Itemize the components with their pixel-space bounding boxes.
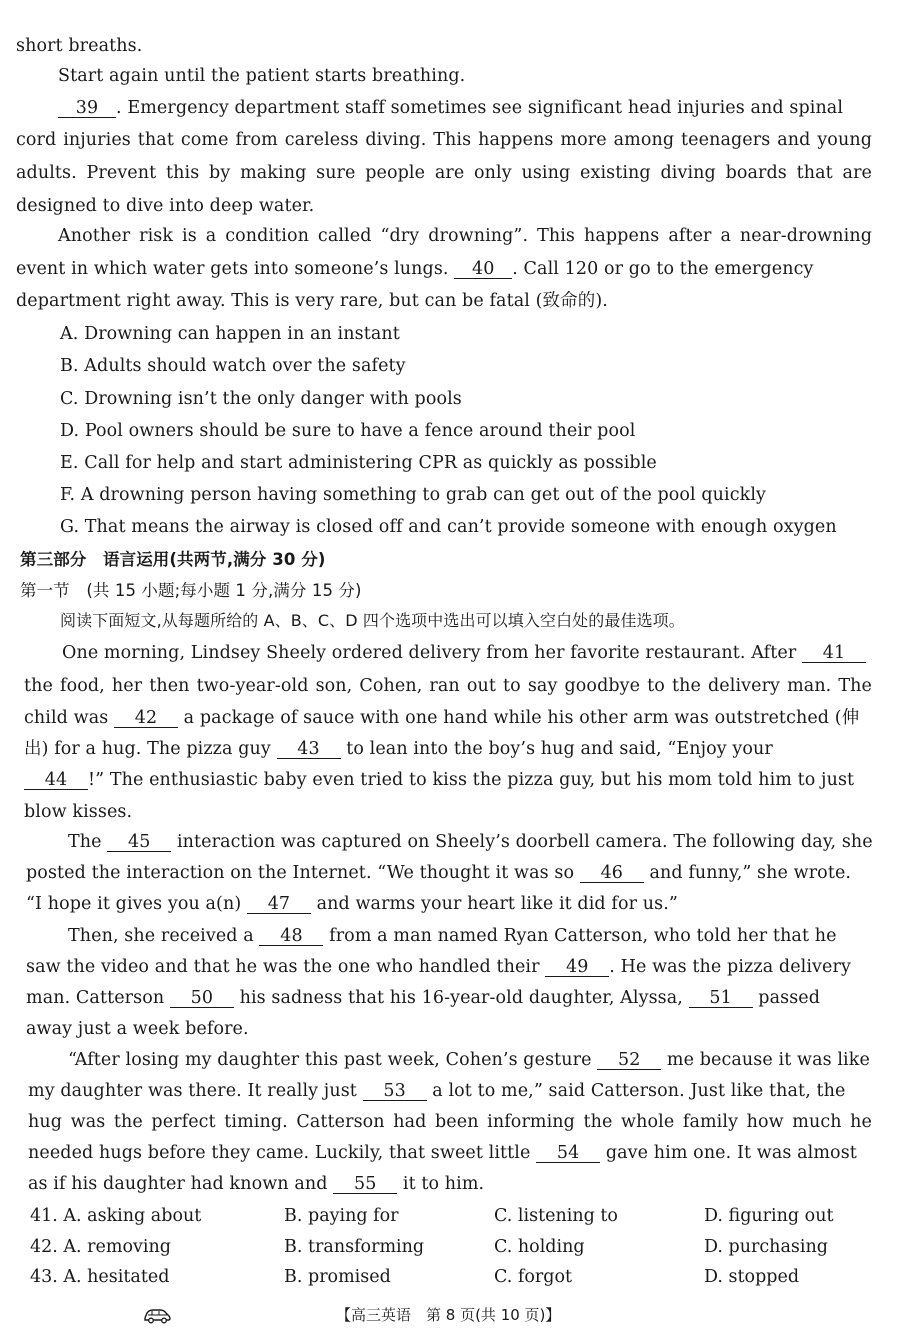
text-span: !” The enthusiastic baby even tried to kiss the pizza guy, but his mom told him to just xyxy=(88,770,855,790)
cloze-line xyxy=(24,739,872,759)
text-span: interaction was captured on Sheely’s doorbell camera. The following day, she xyxy=(176,832,873,852)
blank-43: 43 xyxy=(277,740,341,759)
choice-42-d: D. purchasing xyxy=(704,1237,828,1257)
text-span: One morning, Lindsey Sheely ordered delivery from her favorite restaurant. After xyxy=(62,643,797,663)
option-e: E. Call for help and start administering CPR as quickly as possible xyxy=(60,453,657,473)
option-b: B. Adults should watch over the safety xyxy=(60,356,406,376)
option-d: D. Pool owners should be sure to have a fence around their pool xyxy=(60,421,636,441)
text-span: child was xyxy=(24,708,109,728)
choice-43-a: 43. A. hesitated xyxy=(30,1267,170,1287)
choice-41-a: 41. A. asking about xyxy=(30,1206,202,1226)
blank-41: 41 xyxy=(802,644,866,663)
text-span: from a man named Ryan Catterson, who told her that he xyxy=(329,926,837,946)
cloze-line xyxy=(68,832,872,852)
blank-50: 50 xyxy=(170,989,234,1008)
cloze-line xyxy=(62,643,872,663)
text-span: a package of sauce with one hand while his other arm was outstretched (伸 xyxy=(183,708,860,728)
option-a: A. Drowning can happen in an instant xyxy=(60,324,400,344)
answer-row-41 xyxy=(30,1206,860,1228)
text-span: it to him. xyxy=(402,1174,485,1194)
text-span: gave him one. It was almost xyxy=(605,1143,857,1163)
choice-42-c: C. holding xyxy=(494,1237,585,1257)
text-span: . Emergency department staff sometimes see significant head injuries and spinal xyxy=(116,98,844,118)
text-span: “After losing my daughter this past week, Cohen’s gesture xyxy=(68,1050,592,1070)
text-span: my daughter was there. It really just xyxy=(28,1081,357,1101)
choice-41-d: D. figuring out xyxy=(704,1206,834,1226)
text-span: “I hope it gives you a(n) xyxy=(26,894,242,914)
blank-46: 46 xyxy=(580,864,644,883)
choice-42-b: B. transforming xyxy=(284,1237,425,1257)
paragraph-40-line: Another risk is a condition called “dry drowning”. This happens after a near-drowning xyxy=(58,226,872,246)
text-span: The xyxy=(68,832,102,852)
blank-53: 53 xyxy=(363,1082,427,1101)
choice-41-b: B. paying for xyxy=(284,1206,399,1226)
cloze-line: hug was the perfect timing. Catterson had been informing the whole family how much he xyxy=(28,1112,872,1132)
cloze-line xyxy=(28,1174,872,1194)
paragraph-40-line xyxy=(16,259,872,279)
blank-42: 42 xyxy=(114,709,178,728)
cloze-line xyxy=(24,708,872,728)
text-span: his sadness that his 16-year-old daughter, Alyssa, xyxy=(239,988,683,1008)
cloze-line xyxy=(26,988,872,1008)
text-line: Start again until the patient starts breathing. xyxy=(58,66,466,86)
choice-42-a: 42. A. removing xyxy=(30,1237,171,1257)
cloze-line xyxy=(26,957,872,977)
choice-41-c: C. listening to xyxy=(494,1206,618,1226)
cloze-line xyxy=(28,1143,872,1163)
option-c: C. Drowning isn’t the only danger with pools xyxy=(60,389,462,409)
cloze-line: the food, her then two-year-old son, Cohen, ran out to say goodbye to the delivery man. The xyxy=(24,676,872,696)
paragraph-39-line: designed to dive into deep water. xyxy=(16,196,315,216)
text-span: . Call 120 or go to the emergency xyxy=(512,259,814,279)
cloze-line: away just a week before. xyxy=(26,1019,249,1039)
paragraph-40-line: department right away. This is very rare, but can be fatal (致命的). xyxy=(16,291,608,311)
text-span: saw the video and that he was the one who handled their xyxy=(26,957,540,977)
blank-47: 47 xyxy=(247,895,311,914)
blank-49: 49 xyxy=(545,958,609,977)
paragraph-39-line: adults. Prevent this by making sure people are only using existing diving boards that are xyxy=(16,163,872,183)
blank-39: 39 xyxy=(58,99,116,118)
paragraph-39-line: cord injuries that come from careless diving. This happens more among teenagers and young xyxy=(16,130,872,150)
choice-43-c: C. forgot xyxy=(494,1267,573,1287)
text-span: . He was the pizza delivery xyxy=(609,957,851,977)
text-span: as if his daughter had known and xyxy=(28,1174,328,1194)
text-span: needed hugs before they came. Luckily, that sweet little xyxy=(28,1143,531,1163)
option-g: G. That means the airway is closed off and can’t provide someone with enough oxygen xyxy=(60,517,837,537)
text-span: and warms your heart like it did for us.” xyxy=(316,894,678,914)
blank-52: 52 xyxy=(597,1051,661,1070)
text-span: Then, she received a xyxy=(68,926,254,946)
answer-row-43 xyxy=(30,1267,860,1289)
text-span: man. Catterson xyxy=(26,988,165,1008)
section1-heading: 第一节 (共 15 小题;每小题 1 分,满分 15 分) xyxy=(20,581,362,600)
cloze-instruction: 阅读下面短文,从每题所给的 A、B、C、D 四个选项中选出可以填入空白处的最佳选项。 xyxy=(60,611,685,630)
option-f: F. A drowning person having something to grab can get out of the pool quickly xyxy=(60,485,767,505)
blank-55: 55 xyxy=(333,1175,397,1194)
cloze-line xyxy=(24,770,872,790)
answer-row-42 xyxy=(30,1237,860,1259)
cloze-line xyxy=(26,894,872,914)
paragraph-39-line xyxy=(58,98,872,118)
text-span: event in which water gets into someone’s lungs. xyxy=(16,259,449,279)
choice-43-b: B. promised xyxy=(284,1267,391,1287)
blank-45: 45 xyxy=(107,833,171,852)
choice-43-d: D. stopped xyxy=(704,1267,800,1287)
page-number-label: 【高三英语 第 8 页(共 10 页)】 xyxy=(336,1306,561,1324)
cloze-line xyxy=(68,926,872,946)
cloze-line xyxy=(26,863,872,883)
text-span: and funny,” she wrote. xyxy=(649,863,852,883)
cloze-line xyxy=(68,1050,872,1070)
blank-40: 40 xyxy=(454,260,512,279)
text-span: passed xyxy=(758,988,821,1008)
blank-54: 54 xyxy=(536,1144,600,1163)
blank-48: 48 xyxy=(259,927,323,946)
text-span: 出) for a hug. The pizza guy xyxy=(24,739,271,759)
car-icon xyxy=(142,1306,172,1324)
part3-heading: 第三部分 语言运用(共两节,满分 30 分) xyxy=(20,550,326,569)
cloze-line xyxy=(28,1081,872,1101)
blank-44: 44 xyxy=(24,771,88,790)
page-footer xyxy=(0,1304,900,1328)
text-span: to lean into the boy’s hug and said, “Enjoy your xyxy=(346,739,773,759)
cloze-line: blow kisses. xyxy=(24,802,133,822)
text-span: posted the interaction on the Internet. “We thought it was so xyxy=(26,863,575,883)
blank-51: 51 xyxy=(689,989,753,1008)
text-span: a lot to me,” said Catterson. Just like that, the xyxy=(432,1081,846,1101)
text-line: short breaths. xyxy=(16,36,143,56)
text-span: me because it was like xyxy=(666,1050,870,1070)
